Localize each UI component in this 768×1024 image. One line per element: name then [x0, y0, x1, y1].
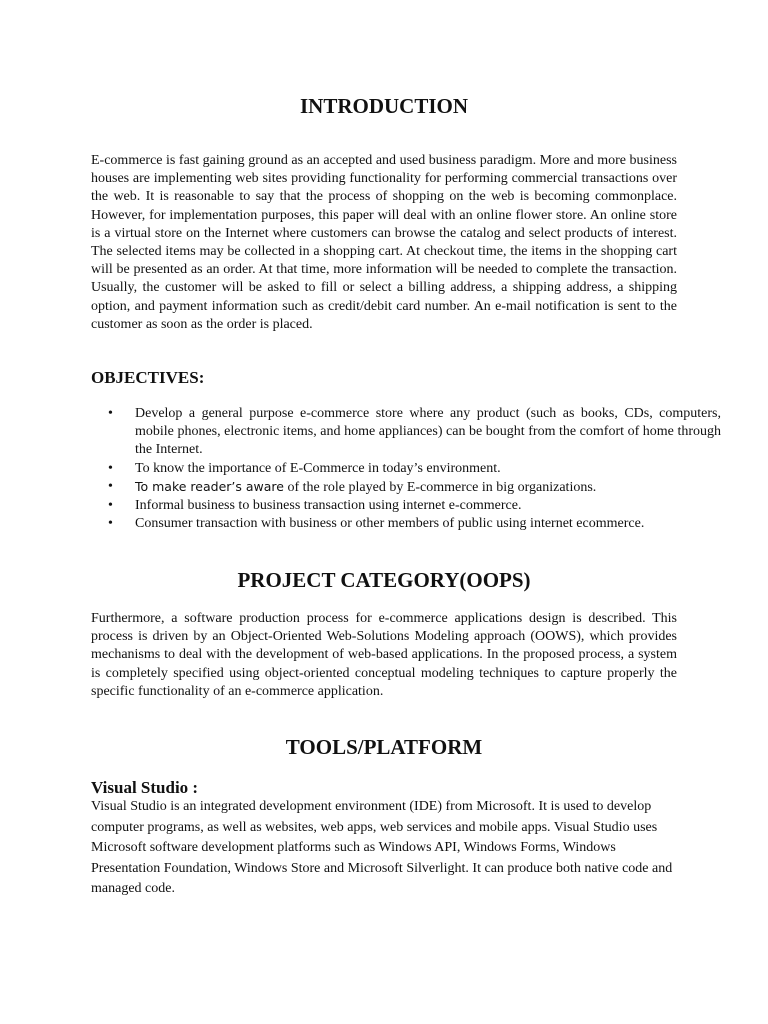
objectives-heading: OBJECTIVES:: [91, 368, 205, 387]
introduction-paragraph: E-commerce is fast gaining ground as an accepted and used business paradigm. More and more business houses are implementing web sites providing functionality for performing commercial transactions over the web. It is reasonable to say that the process of shopping on the web is becoming commonplace. However, for implementation purposes, this paper will deal with an online flower store. An online store is a virtual store on the Internet where customers can browse the catalog and select products of interest. The selected items may be collected in a shopping cart. At checkout time, the items in the shopping cart will be presented as an order. At that time, more information will be needed to complete the transaction. Usually, the customer will be asked to fill or select a billing address, a shipping address, a shipping option, and payment information such as credit/debit card number. An e-mail notification is sent to the customer as soon as the order is placed.: [91, 153, 677, 332]
objective-item: [108, 405, 721, 460]
objective-item: [108, 460, 721, 478]
objective-item: [108, 478, 721, 497]
bullet-icon: •: [108, 478, 113, 494]
objective-text: of the role played by E-commerce in big organizations.: [283, 479, 597, 495]
visual-studio-paragraph: Visual Studio is an integrated development environment (IDE) from Microsoft. It is used to develop computer programs, as well as websites, web apps, web services and mobile apps. Visual Studio uses Microsoft software development platforms such as Windows API, Windows Forms, Windows Presentation Foundation, Windows Store and Microsoft Silverlight. It can produce both native code and managed code.: [91, 799, 673, 897]
introduction-heading: INTRODUCTION: [299, 94, 469, 118]
objective-item: [108, 515, 721, 533]
bullet-icon: •: [108, 498, 113, 514]
project-category-heading: PROJECT CATEGORY(OOPS): [237, 568, 531, 592]
objective-text: Consumer transaction with business or other members of public using internet ecommerce.: [135, 516, 645, 532]
bullet-icon: •: [108, 460, 113, 476]
objective-text: Develop a general purpose e-commerce store where any product (such as books, CDs, computers, mobile phones, electronic items, and home appliances) can be bought from the comfort of home through the Internet.: [135, 406, 721, 458]
objective-text: To know the importance of E-Commerce in today’s environment.: [135, 460, 501, 476]
objectives-list: [91, 405, 721, 533]
objective-text: Informal business to business transaction using internet e-commerce.: [135, 498, 522, 514]
objective-text-sans: To make reader’s aware: [135, 478, 284, 494]
project-category-paragraph: Furthermore, a software production process for e-commerce applications design is described. This process is driven by an Object-Oriented Web-Solutions Modeling approach (OOWS), which provides mechanisms to deal with the development of web-based applications. In the proposed process, a system is completely specified using object-oriented conceptual modeling techniques to capture properly the specific functionality of an e-commerce application.: [91, 611, 677, 699]
objective-item: [108, 497, 721, 515]
bullet-icon: •: [108, 406, 113, 421]
bullet-icon: •: [108, 516, 113, 532]
tools-platform-heading: TOOLS/PLATFORM: [285, 735, 483, 759]
visual-studio-subheading: Visual Studio :: [91, 778, 199, 797]
